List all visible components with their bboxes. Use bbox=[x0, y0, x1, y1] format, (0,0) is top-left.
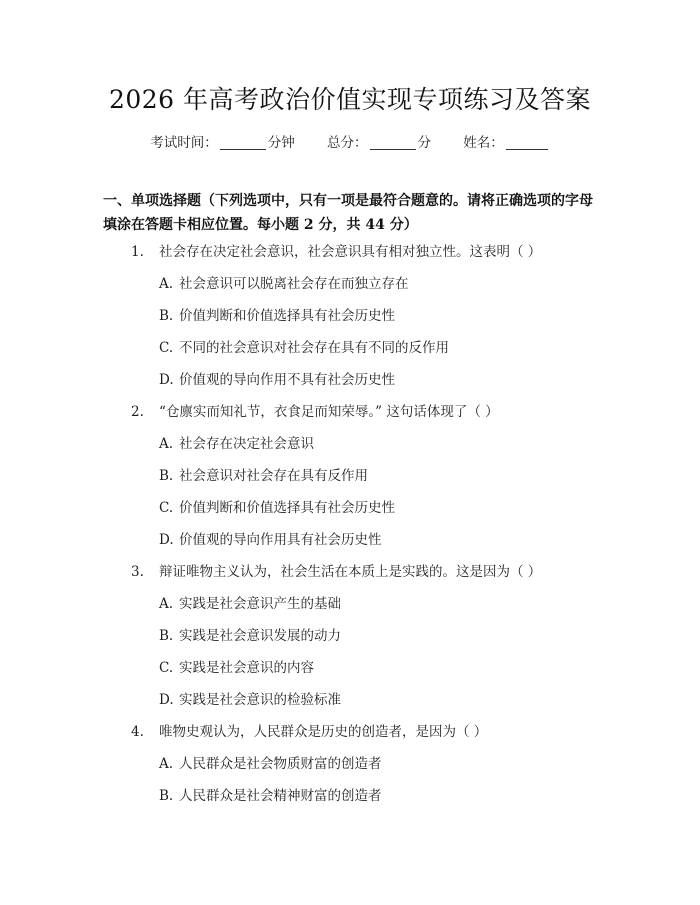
exam-time-label: 考试时间： bbox=[150, 135, 218, 151]
option-text: 人民群众是社会精神财富的创造者 bbox=[179, 788, 382, 804]
option-text: 价值判断和价值选择具有社会历史性 bbox=[179, 308, 395, 324]
option-text: 实践是社会意识发展的动力 bbox=[179, 628, 341, 644]
section-heading bbox=[103, 189, 603, 237]
total-score-unit: 分 bbox=[417, 135, 431, 151]
total-score-field bbox=[327, 131, 431, 151]
total-score-blank bbox=[370, 135, 416, 150]
question-text: “仓廪实而知礼节，衣食足而知荣辱。” 这句话体现了（ ） bbox=[159, 404, 499, 420]
option-letter: B. bbox=[159, 308, 174, 324]
exam-time-unit: 分钟 bbox=[267, 135, 295, 151]
question-number: 1. bbox=[131, 244, 144, 260]
option-letter: A. bbox=[159, 756, 174, 772]
name-field bbox=[463, 131, 550, 151]
option-letter: A. bbox=[159, 276, 174, 292]
option-text: 价值观的导向作用具有社会历史性 bbox=[179, 532, 382, 548]
section-heading-line-1: 一、单项选择题（下列选项中，只有一项是最符合题意的。请将正确选项的字母 bbox=[103, 193, 593, 209]
option-letter: A. bbox=[159, 436, 174, 452]
question-text: 辩证唯物主义认为，社会生活在本质上是实践的。这是因为（ ） bbox=[159, 564, 542, 580]
total-score-label: 总分： bbox=[327, 135, 368, 151]
option-text: 人民群众是社会物质财富的创造者 bbox=[179, 756, 382, 772]
option-letter: C. bbox=[159, 340, 174, 356]
option-text: 社会存在决定社会意识 bbox=[179, 436, 314, 452]
option-text: 价值观的导向作用不具有社会历史性 bbox=[179, 372, 395, 388]
question-number: 4. bbox=[131, 724, 144, 740]
option-text: 社会意识对社会存在具有反作用 bbox=[179, 468, 368, 484]
option-letter: B. bbox=[159, 468, 174, 484]
name-label: 姓名： bbox=[463, 135, 504, 151]
question-text: 社会存在决定社会意识，社会意识具有相对独立性。这表明（ ） bbox=[159, 244, 542, 260]
option-letter: D. bbox=[159, 532, 174, 548]
option-text: 实践是社会意识的内容 bbox=[179, 660, 314, 676]
question-text: 唯物史观认为，人民群众是历史的创造者，是因为（ ） bbox=[159, 724, 488, 740]
option-text: 不同的社会意识对社会存在具有不同的反作用 bbox=[179, 340, 449, 356]
option-text: 实践是社会意识的检验标准 bbox=[179, 692, 341, 708]
option-letter: D. bbox=[159, 372, 174, 388]
option-letter: A. bbox=[159, 596, 174, 612]
question-number: 2. bbox=[131, 404, 144, 420]
exam-time-field bbox=[150, 131, 295, 151]
question-number: 3. bbox=[131, 564, 144, 580]
option-letter: B. bbox=[159, 788, 174, 804]
name-blank bbox=[506, 135, 548, 150]
option-text: 社会意识可以脱离社会存在而独立存在 bbox=[179, 276, 409, 292]
option-text: 价值判断和价值选择具有社会历史性 bbox=[179, 500, 395, 516]
option-letter: B. bbox=[159, 628, 174, 644]
option-letter: C. bbox=[159, 660, 174, 676]
exam-time-blank bbox=[220, 135, 266, 150]
section-heading-line-2: 填涂在答题卡相应位置。每小题 2 分，共 44 分） bbox=[103, 217, 418, 233]
option-letter: D. bbox=[159, 692, 174, 708]
option-text: 实践是社会意识产生的基础 bbox=[179, 596, 341, 612]
page-title: 2026 年高考政治价值实现专项练习及答案 bbox=[108, 85, 592, 114]
option-letter: C. bbox=[159, 500, 174, 516]
exam-info-row bbox=[0, 131, 700, 151]
